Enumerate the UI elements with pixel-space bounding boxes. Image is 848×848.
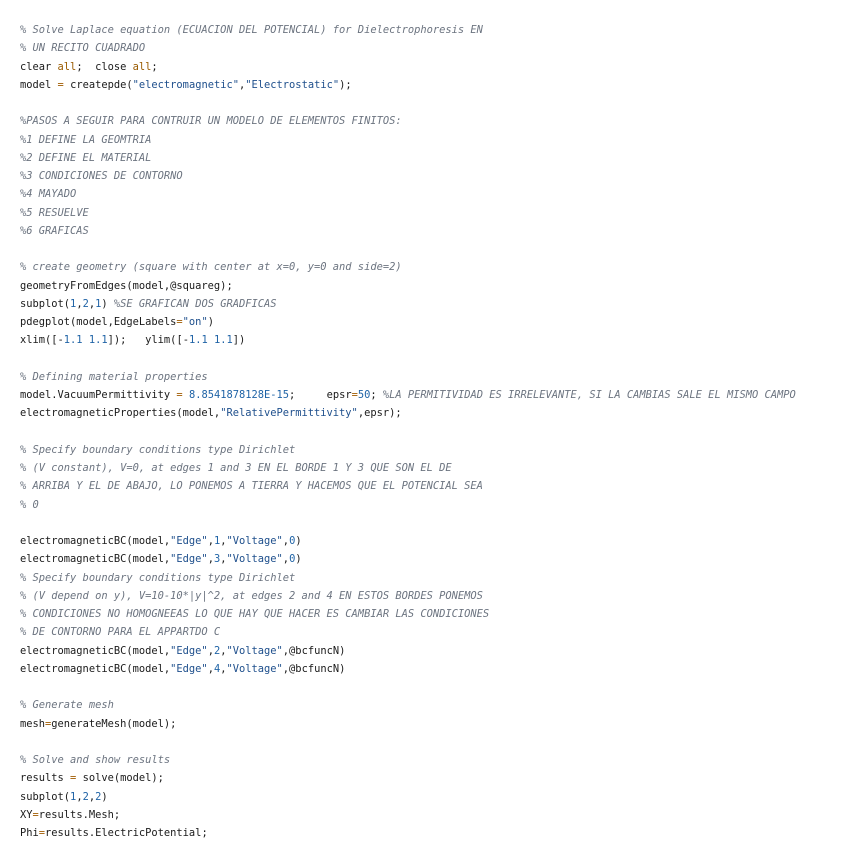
code-token: createpde(: [63, 78, 133, 91]
code-line[interactable]: [20, 386, 842, 404]
code-line[interactable]: [20, 496, 842, 514]
code-token: ,: [207, 553, 214, 566]
comment-token: % Solve Laplace equation (ECUACION DEL POTENCIAL) for Dielectrophoresis EN: [20, 24, 483, 36]
code-line[interactable]: [20, 167, 842, 185]
code-line[interactable]: [20, 368, 842, 386]
code-token: ; close: [76, 60, 133, 73]
number-token: 2: [82, 790, 89, 803]
comment-token: % (V depend on y), V=10-10*|y|^2, at edges 2 and 4 EN ESTOS BORDES PONEMOS: [20, 589, 483, 602]
number-token: 1: [213, 535, 221, 547]
code-token: XY: [20, 808, 33, 821]
number-token: 1: [70, 297, 77, 310]
code-token: ; epsr: [289, 389, 352, 401]
code-line[interactable]: [20, 185, 842, 203]
operator-token: =: [38, 827, 46, 839]
code-line[interactable]: [20, 204, 842, 222]
code-token: ,@bcfuncN): [282, 644, 346, 657]
code-line[interactable]: [20, 733, 842, 751]
code-token: pdegplot(model,EdgeLabels: [20, 316, 177, 328]
code-line[interactable]: [20, 696, 842, 714]
string-token: "Voltage": [226, 553, 283, 566]
code-line[interactable]: [20, 678, 842, 696]
number-token: 3: [213, 553, 221, 566]
code-token: clear: [20, 60, 58, 73]
string-token: "Edge": [170, 535, 208, 547]
code-token: ,: [76, 297, 83, 310]
code-token: ,: [282, 553, 290, 566]
code-token: ,epsr);: [357, 407, 402, 420]
code-line[interactable]: [20, 642, 842, 660]
string-token: "Edge": [170, 662, 208, 675]
comment-token: %LA PERMITIVIDAD ES IRRELEVANTE, SI LA CAMBIAS SALE EL MISMO CAMPO: [382, 389, 796, 401]
code-token: Phi: [20, 827, 39, 839]
number-token: 1: [70, 790, 77, 803]
keyword-token: all: [132, 60, 152, 73]
operator-token: =: [351, 389, 358, 401]
code-token: ,: [220, 553, 227, 566]
code-token: ,: [207, 535, 214, 547]
string-token: "Electrostatic": [245, 78, 340, 91]
code-line[interactable]: [20, 331, 842, 349]
number-token: 50: [357, 389, 371, 401]
code-line[interactable]: [20, 58, 842, 76]
code-token: ;: [151, 60, 158, 73]
code-token: generateMesh(model);: [51, 717, 177, 730]
code-token: subplot(: [20, 297, 71, 310]
code-token: electromagneticBC(model,: [20, 662, 171, 675]
code-token: );: [339, 78, 352, 91]
string-token: "RelativePermittivity": [220, 407, 358, 420]
comment-token: % 0: [20, 498, 39, 511]
code-line[interactable]: [20, 21, 842, 39]
number-token: 1: [95, 297, 102, 310]
code-line[interactable]: [20, 605, 842, 623]
number-token: 1.1: [88, 334, 108, 347]
code-line[interactable]: [20, 240, 842, 258]
code-token: xlim([-: [20, 334, 64, 347]
code-line[interactable]: [20, 806, 842, 824]
code-line[interactable]: [20, 550, 842, 568]
code-line[interactable]: [20, 112, 842, 130]
comment-token: %3 CONDICIONES DE CONTORNO: [20, 170, 183, 182]
code-line[interactable]: [20, 751, 842, 769]
number-token: 4: [213, 662, 221, 675]
code-token: mesh: [20, 717, 46, 730]
code-line[interactable]: [20, 149, 842, 167]
comment-token: %2 DEFINE EL MATERIAL: [20, 151, 152, 164]
comment-token: %6 GRAFICAS: [20, 224, 89, 237]
operator-token: =: [70, 772, 77, 785]
code-token: electromagneticBC(model,: [20, 553, 171, 566]
code-token: ): [207, 316, 214, 328]
code-line[interactable]: [20, 222, 842, 240]
code-token: ,: [220, 535, 227, 547]
comment-token: % DE CONTORNO PARA EL APPARTDO C: [20, 626, 221, 639]
code-line[interactable]: [20, 258, 842, 276]
number-token: 1.1: [188, 334, 208, 347]
code-line[interactable]: [20, 94, 842, 112]
number-token: 0: [289, 553, 296, 566]
code-line[interactable]: [20, 76, 842, 94]
code-token: ]); ylim([-: [107, 334, 189, 347]
comment-token: % CONDICIONES NO HOMOGNEEAS LO QUE HAY QUE HACER ES CAMBIAR LAS CONDICIONES: [20, 608, 490, 620]
string-token: "on": [182, 316, 208, 328]
comment-token: % UN RECITO CUADRADO: [20, 42, 146, 55]
comment-token: % Specify boundary conditions type Dirichlet: [20, 443, 296, 456]
code-token: electromagneticProperties(model,: [20, 407, 221, 420]
comment-token: % create geometry (square with center at x=0, y=0 and side=2): [20, 261, 402, 274]
code-line[interactable]: [20, 715, 842, 733]
code-token: ,: [239, 78, 246, 91]
comment-token: % Generate mesh: [20, 699, 114, 712]
code-token: electromagneticBC(model,: [20, 644, 171, 657]
code-token: ,: [88, 297, 96, 310]
comment-token: % (V constant), V=0, at edges 1 and 3 EN EL BORDE 1 Y 3 QUE SON EL DE: [20, 462, 452, 474]
code-token: ,: [282, 535, 290, 547]
number-token: 8.8541878128E-15: [188, 389, 290, 401]
code-token: ,@bcfuncN): [282, 662, 346, 675]
code-token: ): [295, 553, 302, 566]
code-line[interactable]: [20, 514, 842, 532]
operator-token: =: [57, 78, 64, 91]
code-token: results.Mesh;: [38, 808, 121, 821]
string-token: "Voltage": [226, 662, 283, 675]
code-token: ,: [220, 644, 227, 657]
code-line[interactable]: [20, 587, 842, 605]
code-line[interactable]: [20, 441, 842, 459]
number-token: 2: [95, 790, 102, 803]
comment-token: % Defining material properties: [20, 370, 208, 383]
code-token: electromagneticBC(model,: [20, 535, 171, 547]
code-token: ]): [232, 334, 246, 347]
code-token: results.ElectricPotential;: [45, 827, 208, 839]
code-line[interactable]: [20, 313, 842, 331]
code-line[interactable]: [20, 131, 842, 149]
comment-token: %PASOS A SEGUIR PARA CONTRUIR UN MODELO DE ELEMENTOS FINITOS:: [20, 115, 402, 128]
code-token: geometryFromEdges(model,@squareg);: [20, 279, 233, 292]
comment-token: % Solve and show results: [20, 754, 171, 766]
code-editor[interactable]: [20, 21, 842, 842]
code-line[interactable]: [20, 404, 842, 422]
code-line[interactable]: [20, 788, 842, 806]
number-token: 0: [289, 535, 296, 547]
code-line[interactable]: [20, 459, 842, 477]
string-token: "Voltage": [226, 644, 283, 657]
string-token: "Edge": [170, 644, 208, 657]
comment-token: %4 MAYADO: [20, 188, 77, 201]
code-token: ,: [76, 790, 83, 803]
string-token: "Edge": [170, 553, 208, 566]
operator-token: =: [176, 316, 183, 328]
code-token: model.VacuumPermittivity: [20, 389, 177, 401]
comment-token: %1 DEFINE LA GEOMTRIA: [20, 133, 152, 146]
number-token: 1.1: [214, 334, 233, 347]
keyword-token: all: [57, 60, 77, 73]
code-line[interactable]: [20, 350, 842, 368]
comment-token: % ARRIBA Y EL DE ABAJO, LO PONEMOS A TIERRA Y HACEMOS QUE EL POTENCIAL SEA: [20, 480, 483, 493]
code-line[interactable]: [20, 824, 842, 842]
code-line[interactable]: [20, 569, 842, 587]
code-line[interactable]: [20, 532, 842, 550]
code-token: ;: [370, 389, 383, 401]
comment-token: %5 RESUELVE: [20, 206, 89, 219]
code-token: subplot(: [20, 790, 71, 803]
code-line[interactable]: [20, 295, 842, 313]
code-line[interactable]: [20, 423, 842, 441]
code-line[interactable]: [20, 39, 842, 57]
code-line[interactable]: [20, 277, 842, 295]
code-token: results: [20, 772, 71, 785]
code-token: ,: [207, 662, 214, 675]
operator-token: =: [45, 717, 52, 730]
code-token: solve(model);: [76, 772, 164, 785]
number-token: 2: [213, 644, 221, 657]
code-token: ): [101, 790, 108, 803]
code-token: model: [20, 78, 58, 91]
code-line[interactable]: [20, 623, 842, 641]
code-line[interactable]: [20, 477, 842, 495]
code-line[interactable]: [20, 660, 842, 678]
comment-token: % Specify boundary conditions type Dirichlet: [20, 571, 296, 584]
operator-token: =: [176, 389, 183, 401]
code-token: ,: [88, 790, 96, 803]
code-token: ,: [220, 662, 227, 675]
comment-token: %SE GRAFICAN DOS GRADFICAS: [113, 297, 277, 310]
code-line[interactable]: [20, 769, 842, 787]
operator-token: =: [32, 808, 39, 821]
string-token: "Voltage": [226, 535, 283, 547]
number-token: 2: [82, 297, 89, 310]
code-token: ): [101, 297, 114, 310]
code-token: ,: [207, 644, 214, 657]
code-token: ): [295, 535, 302, 547]
string-token: "electromagnetic": [132, 78, 239, 91]
number-token: 1.1: [63, 334, 83, 347]
